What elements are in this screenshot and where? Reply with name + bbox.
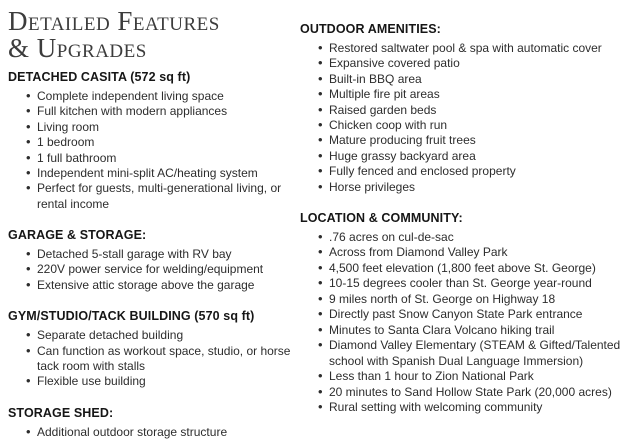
bullet-item: • 4,500 feet elevation (1,800 feet above St. George) [318,261,634,276]
bullet-item: • Can function as workout space, studio, or horse tack room with stalls [26,344,294,375]
page-title-line-1: Detailed Features [8,6,220,36]
right-column [300,8,634,429]
section-heading: OUTDOOR AMENITIES: [300,22,441,36]
bullet-item: • Detached 5-stall garage with RV bay [26,247,294,262]
bullet-item: • 10-15 degrees cooler than St. George year-round [318,276,634,291]
bullet-list [8,247,294,293]
section-heading: DETACHED CASITA (572 sq ft) [8,70,191,84]
bullet-item: • 1 full bathroom [26,151,294,166]
bullet-item: • Expansive covered patio [318,56,634,71]
bullet-item: • 9 miles north of St. George on Highway 18 [318,292,634,307]
bullet-item: • Less than 1 hour to Zion National Park [318,369,634,384]
bullet-list [8,89,294,213]
bullet-item: • Flexible use building [26,374,294,389]
bullet-item: • Minutes to Santa Clara Volcano hiking trail [318,323,634,338]
section-heading: STORAGE SHED: [8,405,114,420]
bullet-item: • Independent mini-split AC/heating system [26,166,294,181]
feature-section [8,406,294,440]
bullet-item: • Across from Diamond Valley Park [318,245,634,260]
bullet-item: • Diamond Valley Elementary (STEAM & Gifted/Talented school with Spanish Dual Language Immersion) [318,338,634,369]
bullet-item: • Separate detached building [26,328,294,343]
bullet-item: • Rural setting with welcoming community [318,400,634,415]
bullet-item: • Perfect for guests, multi-generational living, or rental income [26,181,294,212]
bullet-list [8,425,294,440]
bullet-item: • Chicken coop with run [318,118,634,133]
bullet-item: • Additional outdoor storage structure [26,425,294,440]
bullet-list [300,230,634,416]
bullet-item: • .76 acres on cul-de-sac [318,230,634,245]
left-sections-container [8,70,294,440]
bullet-item: • Fully fenced and enclosed property [318,164,634,179]
bullet-item: • Built-in BBQ area [318,72,634,87]
bullet-item: • Full kitchen with modern appliances [26,104,294,119]
section-heading: GYM/STUDIO/TACK BUILDING (570 sq ft) [8,309,255,324]
bullet-item: • Restored saltwater pool & spa with automatic cover [318,41,634,56]
bullet-item: • Directly past Snow Canyon State Park entrance [318,307,634,322]
bullet-item: • 1 bedroom [26,135,294,150]
bullet-list [8,328,294,390]
page-title [8,8,294,62]
bullet-item: • Extensive attic storage above the garage [26,278,294,293]
bullet-item: • 220V power service for welding/equipment [26,262,294,277]
bullet-item: • 20 minutes to Sand Hollow State Park (20,000 acres) [318,385,634,400]
section-heading: GARAGE & STORAGE: [8,228,147,243]
page-title-line-2: & Upgrades [8,33,147,63]
bullet-item: • Multiple fire pit areas [318,87,634,102]
bullet-list [300,41,634,196]
feature-section [8,228,294,293]
section-heading: LOCATION & COMMUNITY: [300,211,463,226]
bullet-item: • Living room [26,120,294,135]
feature-section [300,211,634,415]
feature-section [300,22,634,195]
bullet-item: • Huge grassy backyard area [318,149,634,164]
bullet-item: • Complete independent living space [26,89,294,104]
bullet-item: • Horse privileges [318,180,634,195]
bullet-item: • Raised garden beds [318,103,634,118]
left-column [8,6,294,439]
bullet-item: • Mature producing fruit trees [318,133,634,148]
feature-section [8,70,294,212]
feature-section [8,309,294,390]
